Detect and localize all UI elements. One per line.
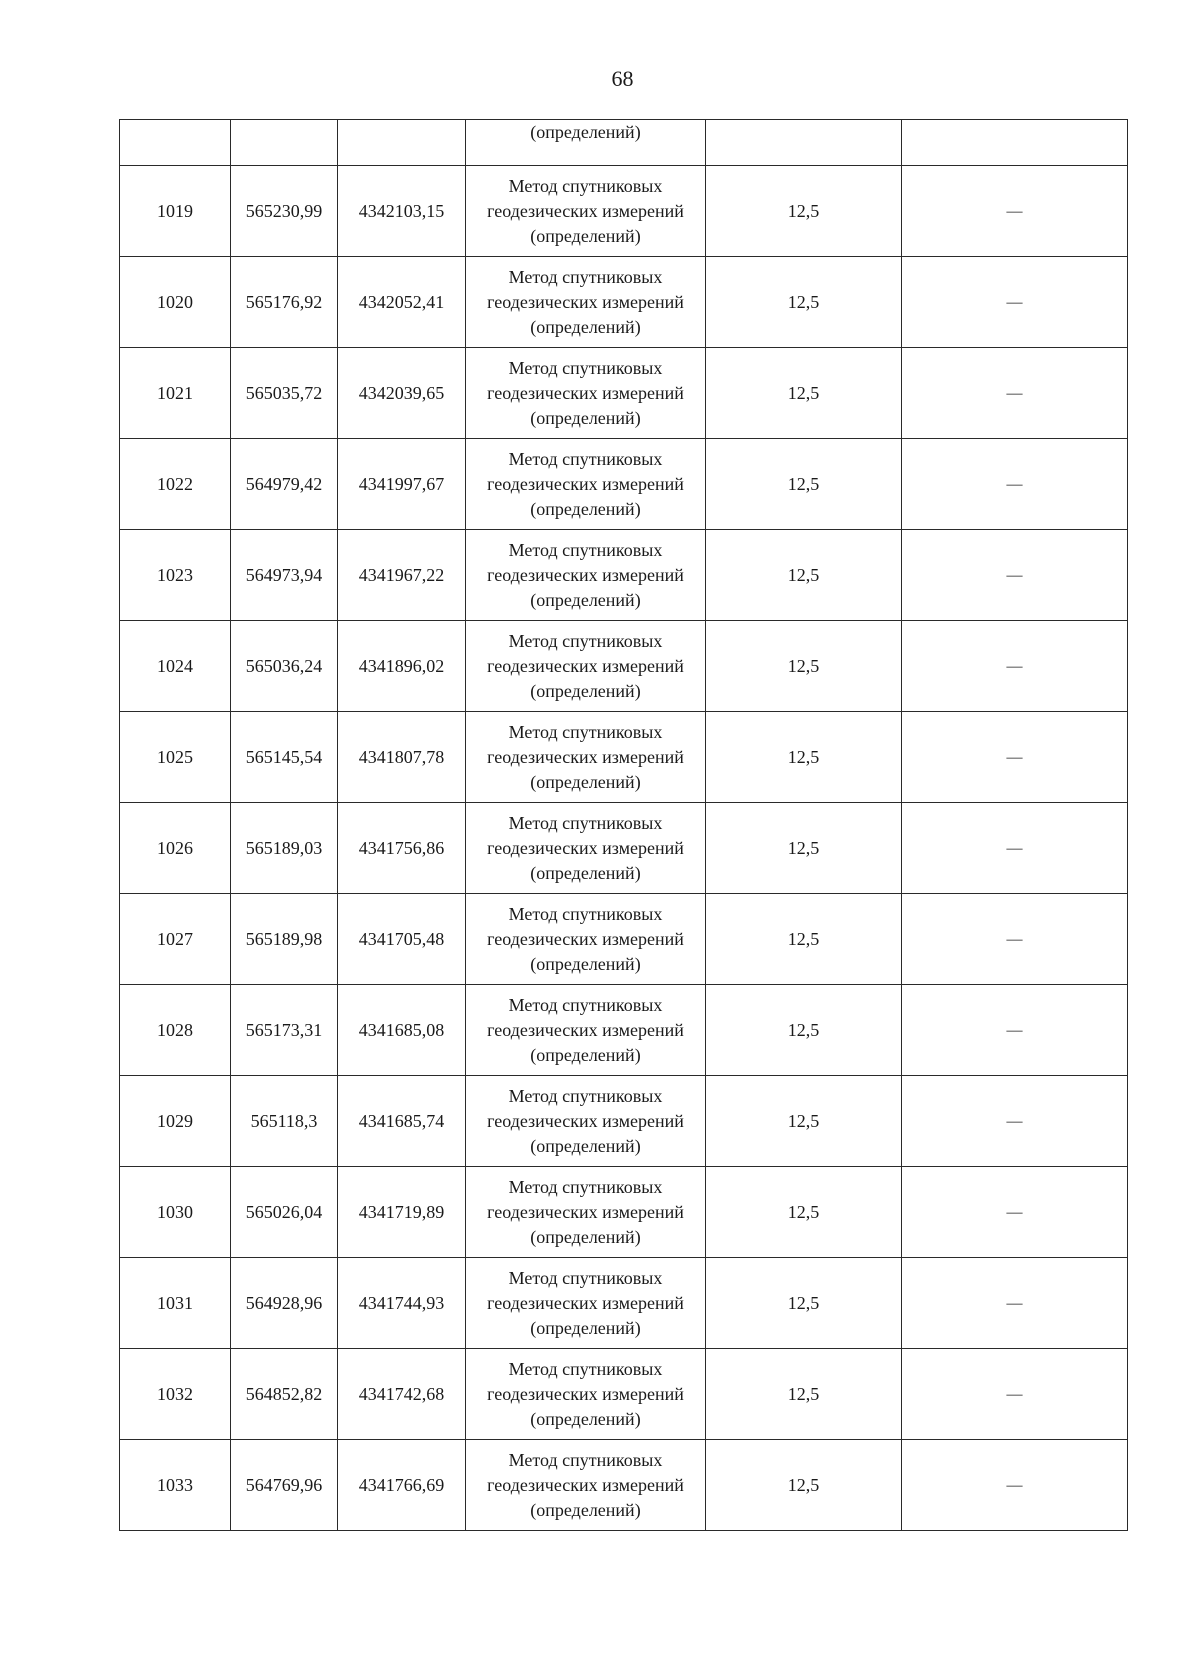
accuracy-cell: 12,5 <box>706 1258 902 1349</box>
accuracy-cell: 12,5 <box>706 894 902 985</box>
note-cell: — <box>902 712 1128 803</box>
method-cell: Метод спутниковых геодезических измерений (определений) <box>466 621 706 712</box>
note-cell: — <box>902 985 1128 1076</box>
accuracy-cell: 12,5 <box>706 985 902 1076</box>
x-cell: 564979,42 <box>231 439 338 530</box>
point-id-cell: 1024 <box>120 621 231 712</box>
point-id-cell: 1029 <box>120 1076 231 1167</box>
table-row <box>120 1349 1128 1440</box>
accuracy-cell: 12,5 <box>706 166 902 257</box>
point-id-cell: 1031 <box>120 1258 231 1349</box>
point-id-cell: 1030 <box>120 1167 231 1258</box>
accuracy-cell: 12,5 <box>706 1167 902 1258</box>
accuracy-cell: 12,5 <box>706 621 902 712</box>
point-id-cell: 1023 <box>120 530 231 621</box>
accuracy-cell: 12,5 <box>706 439 902 530</box>
point-id-cell <box>120 120 231 166</box>
note-cell: — <box>902 621 1128 712</box>
method-cell: Метод спутниковых геодезических измерений (определений) <box>466 1258 706 1349</box>
y-cell: 4341685,08 <box>338 985 466 1076</box>
coordinates-table <box>119 119 1128 1531</box>
x-cell <box>231 120 338 166</box>
table-body <box>120 120 1128 1531</box>
note-cell: — <box>902 530 1128 621</box>
x-cell: 565026,04 <box>231 1167 338 1258</box>
y-cell: 4341742,68 <box>338 1349 466 1440</box>
table-row <box>120 530 1128 621</box>
y-cell: 4342039,65 <box>338 348 466 439</box>
x-cell: 565173,31 <box>231 985 338 1076</box>
note-cell: — <box>902 257 1128 348</box>
accuracy-cell <box>706 120 902 166</box>
y-cell: 4342103,15 <box>338 166 466 257</box>
point-id-cell: 1019 <box>120 166 231 257</box>
table-row <box>120 803 1128 894</box>
note-cell: — <box>902 348 1128 439</box>
y-cell: 4341997,67 <box>338 439 466 530</box>
method-cell: Метод спутниковых геодезических измерений (определений) <box>466 803 706 894</box>
accuracy-cell: 12,5 <box>706 1349 902 1440</box>
point-id-cell: 1028 <box>120 985 231 1076</box>
table-row <box>120 1440 1128 1531</box>
table-row <box>120 348 1128 439</box>
method-cell: Метод спутниковых геодезических измерений (определений) <box>466 1440 706 1531</box>
x-cell: 565230,99 <box>231 166 338 257</box>
x-cell: 565176,92 <box>231 257 338 348</box>
x-cell: 564973,94 <box>231 530 338 621</box>
table-row <box>120 1076 1128 1167</box>
note-cell: — <box>902 1258 1128 1349</box>
method-cell: Метод спутниковых геодезических измерений (определений) <box>466 348 706 439</box>
table-row <box>120 621 1128 712</box>
table-row <box>120 712 1128 803</box>
y-cell: 4341685,74 <box>338 1076 466 1167</box>
note-cell: — <box>902 803 1128 894</box>
continued-row <box>120 120 1128 166</box>
method-cell: Метод спутниковых геодезических измерений (определений) <box>466 530 706 621</box>
page-number: 68 <box>611 66 634 91</box>
y-cell: 4341719,89 <box>338 1167 466 1258</box>
y-cell: 4341967,22 <box>338 530 466 621</box>
table-row <box>120 894 1128 985</box>
x-cell: 565189,98 <box>231 894 338 985</box>
method-cell: Метод спутниковых геодезических измерений (определений) <box>466 894 706 985</box>
method-cell: Метод спутниковых геодезических измерений (определений) <box>466 1076 706 1167</box>
method-cell: (определений) <box>466 120 706 166</box>
x-cell: 564769,96 <box>231 1440 338 1531</box>
point-id-cell: 1022 <box>120 439 231 530</box>
note-cell: — <box>902 1167 1128 1258</box>
accuracy-cell: 12,5 <box>706 1076 902 1167</box>
table-row <box>120 439 1128 530</box>
note-cell: — <box>902 439 1128 530</box>
method-cell: Метод спутниковых геодезических измерений (определений) <box>466 712 706 803</box>
accuracy-cell: 12,5 <box>706 348 902 439</box>
table-row <box>120 166 1128 257</box>
note-cell: — <box>902 1440 1128 1531</box>
table-row <box>120 1258 1128 1349</box>
table-row <box>120 985 1128 1076</box>
x-cell: 564928,96 <box>231 1258 338 1349</box>
accuracy-cell: 12,5 <box>706 530 902 621</box>
point-id-cell: 1033 <box>120 1440 231 1531</box>
note-cell: — <box>902 894 1128 985</box>
point-id-cell: 1032 <box>120 1349 231 1440</box>
y-cell <box>338 120 466 166</box>
method-cell: Метод спутниковых геодезических измерений (определений) <box>466 985 706 1076</box>
method-cell: Метод спутниковых геодезических измерений (определений) <box>466 439 706 530</box>
point-id-cell: 1025 <box>120 712 231 803</box>
x-cell: 565189,03 <box>231 803 338 894</box>
y-cell: 4341744,93 <box>338 1258 466 1349</box>
y-cell: 4341705,48 <box>338 894 466 985</box>
y-cell: 4341807,78 <box>338 712 466 803</box>
y-cell: 4341756,86 <box>338 803 466 894</box>
y-cell: 4341766,69 <box>338 1440 466 1531</box>
method-cell: Метод спутниковых геодезических измерений (определений) <box>466 1167 706 1258</box>
note-cell: — <box>902 1076 1128 1167</box>
note-cell: — <box>902 1349 1128 1440</box>
x-cell: 564852,82 <box>231 1349 338 1440</box>
x-cell: 565145,54 <box>231 712 338 803</box>
x-cell: 565036,24 <box>231 621 338 712</box>
accuracy-cell: 12,5 <box>706 257 902 348</box>
y-cell: 4341896,02 <box>338 621 466 712</box>
method-cell: Метод спутниковых геодезических измерений (определений) <box>466 166 706 257</box>
point-id-cell: 1027 <box>120 894 231 985</box>
x-cell: 565035,72 <box>231 348 338 439</box>
point-id-cell: 1026 <box>120 803 231 894</box>
table-row <box>120 257 1128 348</box>
table-row <box>120 1167 1128 1258</box>
method-cell: Метод спутниковых геодезических измерений (определений) <box>466 1349 706 1440</box>
method-cell: Метод спутниковых геодезических измерений (определений) <box>466 257 706 348</box>
point-id-cell: 1020 <box>120 257 231 348</box>
y-cell: 4342052,41 <box>338 257 466 348</box>
note-cell <box>902 120 1128 166</box>
point-id-cell: 1021 <box>120 348 231 439</box>
accuracy-cell: 12,5 <box>706 1440 902 1531</box>
accuracy-cell: 12,5 <box>706 712 902 803</box>
note-cell: — <box>902 166 1128 257</box>
x-cell: 565118,3 <box>231 1076 338 1167</box>
accuracy-cell: 12,5 <box>706 803 902 894</box>
